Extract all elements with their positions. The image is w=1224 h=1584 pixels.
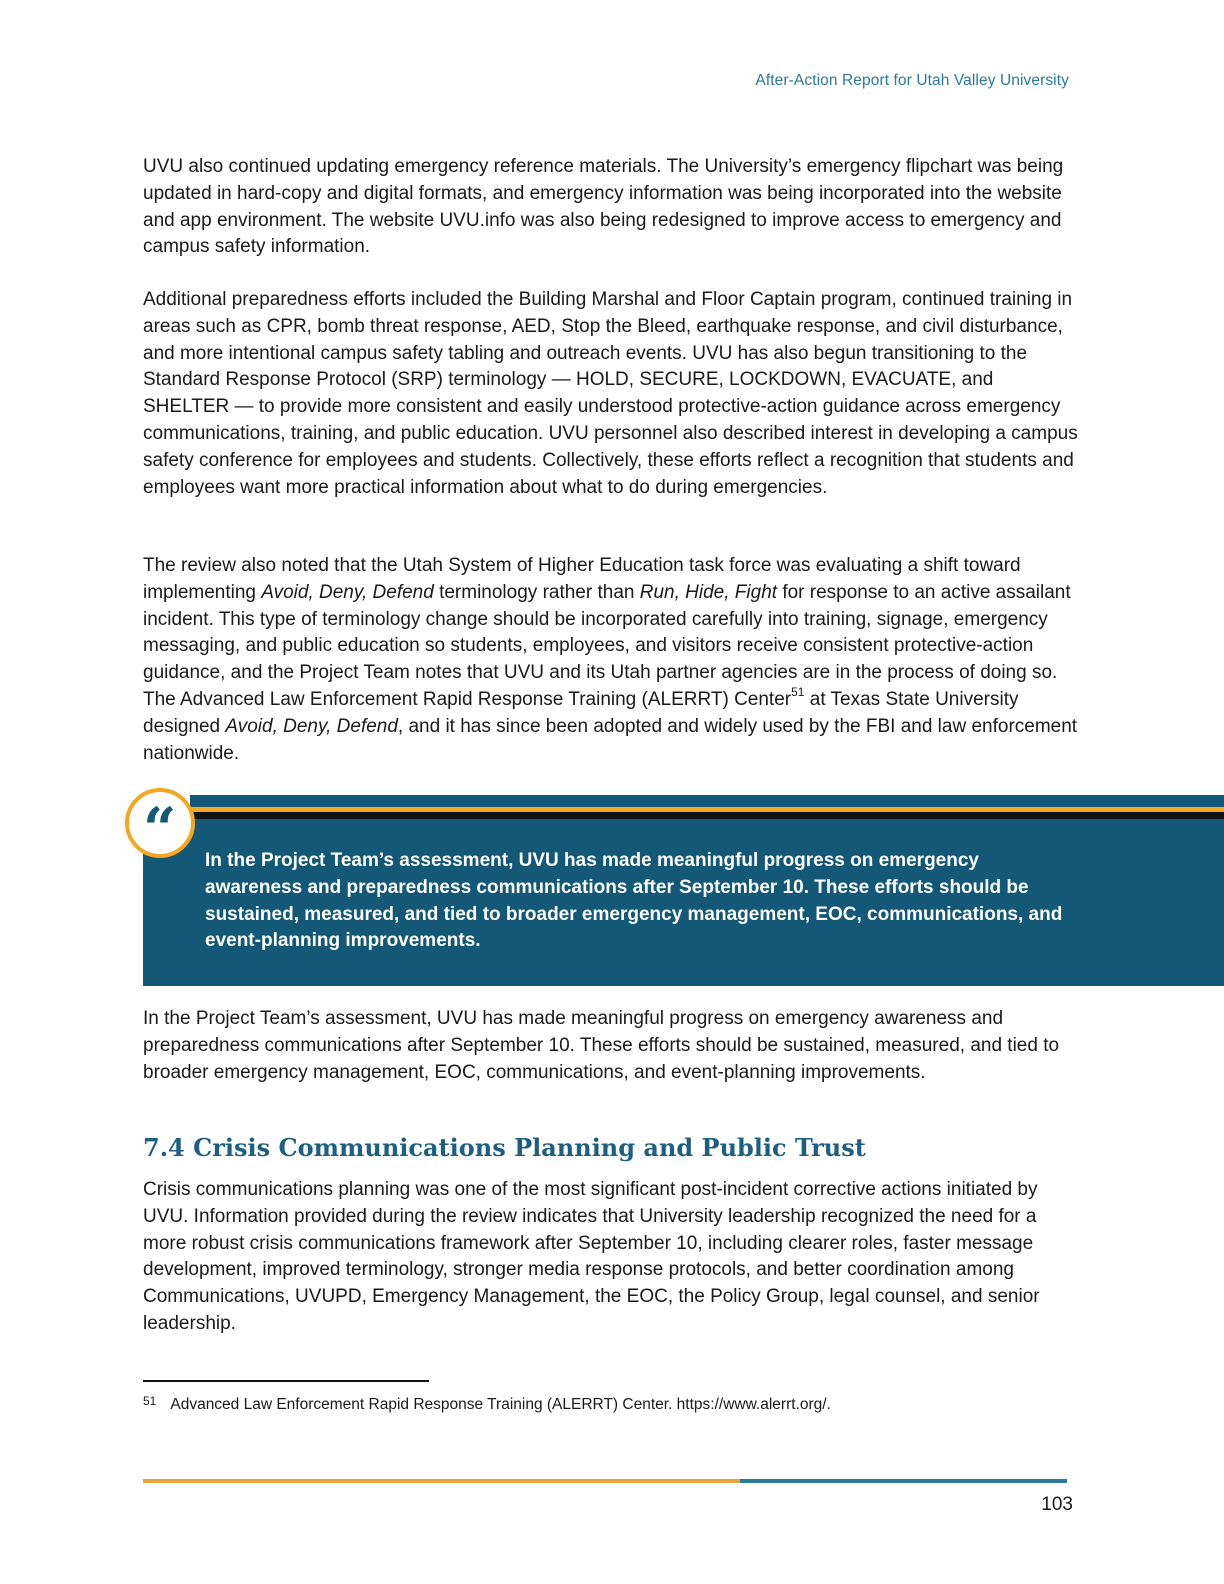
- footnote-reference-51[interactable]: 51: [791, 684, 805, 699]
- page-number: 103: [1041, 1494, 1073, 1515]
- para-3-italic-avoid-deny-defend: Avoid, Deny, Defend: [261, 581, 434, 603]
- para-3-text-i: , and it has since been adopted and widely used by the FBI and law enforcement nationwide.: [143, 715, 1078, 764]
- para-3-text-c: terminology rather than: [433, 581, 640, 603]
- para-3-italic-run-hide-fight: Run, Hide, Fight: [639, 581, 778, 603]
- para-3-italic-avoid-deny-defend-2: Avoid, Deny, Defend: [225, 715, 398, 737]
- footer-rule-orange: [143, 1479, 740, 1483]
- quote-badge: [125, 788, 195, 863]
- footnote-divider: [143, 1380, 429, 1382]
- para-3-text-a: The review also noted that the Utah System of Higher Education task force was evaluating a shift toward implementing: [143, 555, 1021, 603]
- quote-mark-icon: “: [143, 795, 177, 863]
- running-header: After-Action Report for Utah Valley University: [755, 72, 1069, 89]
- para-3-text-e: for response to an active assailant incident. This type of terminology change should be incorporated carefully into training, signage, emergency messaging, and public education so students, employees, and visitors receive consistent protective-action guidance, and the Project Team notes that UVU and its Utah partner agencies are in the process of doing so. The Advanced Law Enforcement Rapid Response Training (ALERRT) Center: [143, 581, 1071, 710]
- section-heading: 7.4 Crisis Communications Planning and Public Trust: [143, 1133, 866, 1162]
- callout-black-stripe: [190, 812, 1224, 819]
- footer-rule-blue: [740, 1479, 1067, 1483]
- pull-quote-callout: [143, 824, 1224, 986]
- footnote-number: 51: [143, 1394, 157, 1408]
- footnote: [143, 1396, 831, 1414]
- body-paragraph-preparedness-efforts: Additional preparedness efforts included the Building Marshal and Floor Captain program, continued training in areas such as CPR, bomb threat response, AED, Stop the Bleed, earthquake response, and civil disturbance, and more intentional campus safety tabling and outreach events. UVU has also begun transitioning to the Standard Response Protocol (SRP) terminology — HOLD, SECURE, LOCKDOWN, EVACUATE, and SHELTER — to provide more consistent and easily understood protective-action guidance across emergency communications, training, and public education. UVU personnel also described interest in developing a campus safety conference for employees and students. Collectively, these efforts reflect a recognition that students and employees want more practical information about what to do during emergencies.: [143, 289, 1078, 498]
- body-paragraph-reference-materials: UVU also continued updating emergency reference materials. The University’s emergency flipchart was being updated in hard-copy and digital formats, and emergency information was being incorporated into the website and app environment. The website UVU.info was also being redesigned to improve access to emergency and campus safety information.: [143, 156, 1064, 258]
- body-paragraph-assessment: In the Project Team’s assessment, UVU has made meaningful progress on emergency awareness and preparedness communications after September 10. These efforts should be sustained, measured, and tied to broader emergency management, EOC, communications, and event-planning improvements.: [143, 1008, 1060, 1083]
- body-paragraph-terminology: [143, 553, 1078, 767]
- body-paragraph-crisis-communications: Crisis communications planning was one of the most significant post-incident corrective actions initiated by UVU. Information provided during the review indicates that University leadership recognized the need for a more robust crisis communications framework after September 10, including clearer roles, faster message development, improved terminology, stronger media response protocols, and better coordination among Communications, UVUPD, Emergency Management, the EOC, the Policy Group, legal counsel, and senior leadership.: [143, 1179, 1040, 1334]
- footnote-text: Advanced Law Enforcement Rapid Response Training (ALERRT) Center. https://www.alerrt.org/.: [170, 1396, 831, 1413]
- pull-quote-text: In the Project Team’s assessment, UVU has made meaningful progress on emergency awareness and preparedness communications after September 10. These efforts should be sustained, measured, and tied to broader emergency management, EOC, communications, and event-planning improvements.: [205, 850, 1063, 952]
- para-3-text-g: at Texas State University designed: [143, 688, 1019, 737]
